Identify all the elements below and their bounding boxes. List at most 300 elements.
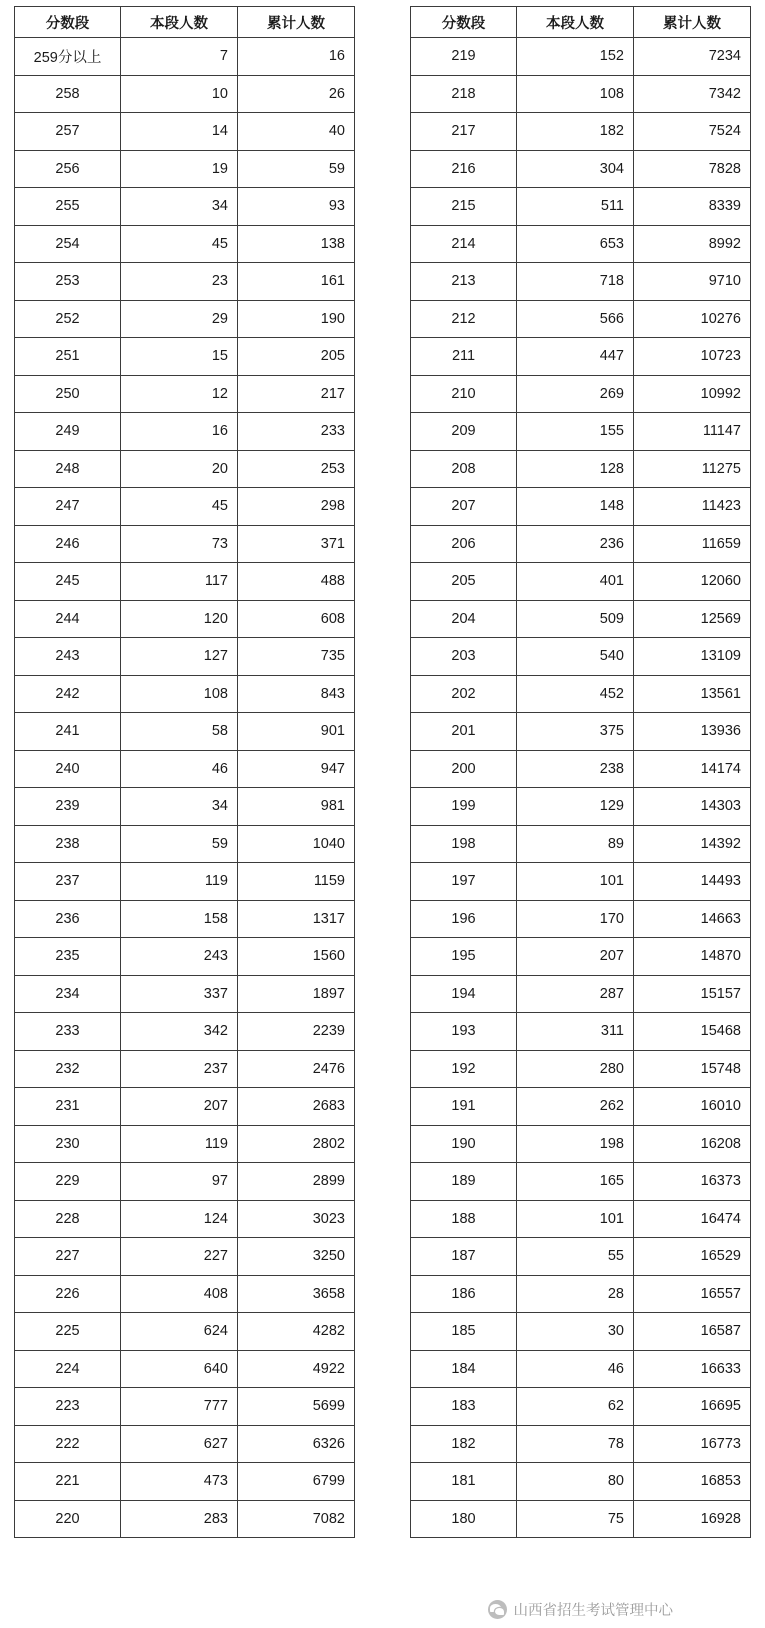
table-row xyxy=(15,1425,355,1463)
table-row xyxy=(15,900,355,938)
cell-cumulative-count: 13561 xyxy=(634,675,751,713)
table-row xyxy=(411,563,751,601)
cell-score-range: 219 xyxy=(411,38,517,76)
table-row xyxy=(411,1050,751,1088)
header-segment-count: 本段人数 xyxy=(121,7,238,38)
cell-score-range: 253 xyxy=(15,263,121,301)
table-row xyxy=(411,338,751,376)
cell-segment-count: 777 xyxy=(121,1388,238,1426)
table-row xyxy=(15,1013,355,1051)
cell-cumulative-count: 16928 xyxy=(634,1500,751,1538)
cell-score-range: 192 xyxy=(411,1050,517,1088)
cell-cumulative-count: 3250 xyxy=(238,1238,355,1276)
cell-score-range: 231 xyxy=(15,1088,121,1126)
cell-cumulative-count: 947 xyxy=(238,750,355,788)
cell-segment-count: 23 xyxy=(121,263,238,301)
cell-segment-count: 117 xyxy=(121,563,238,601)
table-row xyxy=(15,1388,355,1426)
table-row xyxy=(15,1313,355,1351)
table-row xyxy=(15,338,355,376)
table-row xyxy=(411,638,751,676)
table-row xyxy=(411,863,751,901)
cell-cumulative-count: 26 xyxy=(238,75,355,113)
table-row xyxy=(15,38,355,76)
cell-segment-count: 128 xyxy=(517,450,634,488)
cell-segment-count: 452 xyxy=(517,675,634,713)
cell-score-range: 257 xyxy=(15,113,121,151)
cell-segment-count: 19 xyxy=(121,150,238,188)
cell-score-range: 181 xyxy=(411,1463,517,1501)
cell-cumulative-count: 7524 xyxy=(634,113,751,151)
cell-score-range: 206 xyxy=(411,525,517,563)
cell-score-range: 191 xyxy=(411,1088,517,1126)
cell-score-range: 242 xyxy=(15,675,121,713)
cell-segment-count: 280 xyxy=(517,1050,634,1088)
cell-cumulative-count: 608 xyxy=(238,600,355,638)
cell-segment-count: 46 xyxy=(517,1350,634,1388)
cell-score-range: 213 xyxy=(411,263,517,301)
table-row xyxy=(411,1275,751,1313)
cell-cumulative-count: 138 xyxy=(238,225,355,263)
cell-cumulative-count: 298 xyxy=(238,488,355,526)
cell-score-range: 197 xyxy=(411,863,517,901)
cell-score-range: 183 xyxy=(411,1388,517,1426)
table-row xyxy=(15,188,355,226)
cell-score-range: 186 xyxy=(411,1275,517,1313)
table-row xyxy=(15,1275,355,1313)
table-row xyxy=(411,1088,751,1126)
table-row xyxy=(411,600,751,638)
table-row xyxy=(411,1425,751,1463)
table-row xyxy=(411,38,751,76)
cell-score-range: 251 xyxy=(15,338,121,376)
table-row xyxy=(15,225,355,263)
cell-cumulative-count: 7234 xyxy=(634,38,751,76)
cell-score-range: 226 xyxy=(15,1275,121,1313)
cell-segment-count: 58 xyxy=(121,713,238,751)
table-row xyxy=(411,300,751,338)
cell-cumulative-count: 7082 xyxy=(238,1500,355,1538)
cell-score-range: 241 xyxy=(15,713,121,751)
cell-cumulative-count: 16633 xyxy=(634,1350,751,1388)
cell-score-range: 228 xyxy=(15,1200,121,1238)
table-row xyxy=(411,1200,751,1238)
cell-segment-count: 101 xyxy=(517,1200,634,1238)
cell-segment-count: 45 xyxy=(121,225,238,263)
cell-cumulative-count: 16557 xyxy=(634,1275,751,1313)
cell-cumulative-count: 10992 xyxy=(634,375,751,413)
cell-cumulative-count: 10276 xyxy=(634,300,751,338)
cell-score-range: 239 xyxy=(15,788,121,826)
cell-cumulative-count: 59 xyxy=(238,150,355,188)
cell-cumulative-count: 40 xyxy=(238,113,355,151)
cell-segment-count: 304 xyxy=(517,150,634,188)
cell-segment-count: 718 xyxy=(517,263,634,301)
cell-segment-count: 62 xyxy=(517,1388,634,1426)
cell-score-range: 238 xyxy=(15,825,121,863)
table-header-row xyxy=(411,7,751,38)
table-row xyxy=(15,263,355,301)
cell-segment-count: 97 xyxy=(121,1163,238,1201)
footer xyxy=(0,1599,765,1620)
table-row xyxy=(411,750,751,788)
cell-score-range: 190 xyxy=(411,1125,517,1163)
cell-cumulative-count: 16773 xyxy=(634,1425,751,1463)
cell-score-range: 207 xyxy=(411,488,517,526)
cell-score-range: 180 xyxy=(411,1500,517,1538)
cell-score-range: 211 xyxy=(411,338,517,376)
wechat-account-name: 山西省招生考试管理中心 xyxy=(513,1603,673,1619)
table-row xyxy=(411,188,751,226)
header-cumulative-count: 累计人数 xyxy=(238,7,355,38)
table-row xyxy=(411,713,751,751)
cell-cumulative-count: 371 xyxy=(238,525,355,563)
cell-segment-count: 73 xyxy=(121,525,238,563)
cell-score-range: 246 xyxy=(15,525,121,563)
table-row xyxy=(15,1163,355,1201)
cell-score-range: 214 xyxy=(411,225,517,263)
cell-score-range: 222 xyxy=(15,1425,121,1463)
header-cumulative-count: 累计人数 xyxy=(634,7,751,38)
cell-cumulative-count: 16373 xyxy=(634,1163,751,1201)
table-row xyxy=(15,1350,355,1388)
table-row xyxy=(15,1238,355,1276)
cell-score-range: 182 xyxy=(411,1425,517,1463)
cell-cumulative-count: 190 xyxy=(238,300,355,338)
cell-segment-count: 152 xyxy=(517,38,634,76)
header-score-range: 分数段 xyxy=(411,7,517,38)
wechat-icon xyxy=(488,1600,507,1619)
cell-score-range: 193 xyxy=(411,1013,517,1051)
cell-cumulative-count: 901 xyxy=(238,713,355,751)
cell-cumulative-count: 205 xyxy=(238,338,355,376)
cell-score-range: 216 xyxy=(411,150,517,188)
score-table-left xyxy=(14,6,355,1538)
cell-score-range: 223 xyxy=(15,1388,121,1426)
cell-segment-count: 627 xyxy=(121,1425,238,1463)
cell-score-range: 236 xyxy=(15,900,121,938)
table-row xyxy=(15,488,355,526)
cell-segment-count: 237 xyxy=(121,1050,238,1088)
cell-segment-count: 55 xyxy=(517,1238,634,1276)
cell-segment-count: 566 xyxy=(517,300,634,338)
cell-segment-count: 170 xyxy=(517,900,634,938)
cell-score-range: 235 xyxy=(15,938,121,976)
table-row xyxy=(15,563,355,601)
cell-score-range: 212 xyxy=(411,300,517,338)
cell-segment-count: 283 xyxy=(121,1500,238,1538)
cell-cumulative-count: 843 xyxy=(238,675,355,713)
cell-score-range: 232 xyxy=(15,1050,121,1088)
cell-score-range: 244 xyxy=(15,600,121,638)
table-row xyxy=(411,938,751,976)
cell-score-range: 249 xyxy=(15,413,121,451)
table-row xyxy=(411,1388,751,1426)
cell-cumulative-count: 253 xyxy=(238,450,355,488)
cell-score-range: 225 xyxy=(15,1313,121,1351)
cell-segment-count: 14 xyxy=(121,113,238,151)
cell-score-range: 204 xyxy=(411,600,517,638)
cell-cumulative-count: 217 xyxy=(238,375,355,413)
cell-cumulative-count: 16853 xyxy=(634,1463,751,1501)
cell-cumulative-count: 14493 xyxy=(634,863,751,901)
table-row xyxy=(15,975,355,1013)
cell-score-range: 217 xyxy=(411,113,517,151)
cell-cumulative-count: 1560 xyxy=(238,938,355,976)
cell-cumulative-count: 1040 xyxy=(238,825,355,863)
table-row xyxy=(15,525,355,563)
cell-cumulative-count: 1897 xyxy=(238,975,355,1013)
cell-score-range: 221 xyxy=(15,1463,121,1501)
cell-segment-count: 511 xyxy=(517,188,634,226)
table-row xyxy=(15,675,355,713)
cell-cumulative-count: 13109 xyxy=(634,638,751,676)
cell-segment-count: 30 xyxy=(517,1313,634,1351)
table-row xyxy=(15,1050,355,1088)
cell-cumulative-count: 3023 xyxy=(238,1200,355,1238)
score-table-right xyxy=(410,6,751,1538)
cell-cumulative-count: 735 xyxy=(238,638,355,676)
table-row xyxy=(411,375,751,413)
cell-segment-count: 262 xyxy=(517,1088,634,1126)
cell-cumulative-count: 12060 xyxy=(634,563,751,601)
table-header-row xyxy=(15,7,355,38)
cell-segment-count: 509 xyxy=(517,600,634,638)
cell-segment-count: 120 xyxy=(121,600,238,638)
table-row xyxy=(15,1500,355,1538)
cell-segment-count: 15 xyxy=(121,338,238,376)
cell-score-range: 229 xyxy=(15,1163,121,1201)
cell-cumulative-count: 14303 xyxy=(634,788,751,826)
table-row xyxy=(15,1200,355,1238)
table-row xyxy=(411,675,751,713)
table-row xyxy=(411,1163,751,1201)
cell-segment-count: 238 xyxy=(517,750,634,788)
cell-segment-count: 182 xyxy=(517,113,634,151)
table-row xyxy=(411,75,751,113)
cell-cumulative-count: 3658 xyxy=(238,1275,355,1313)
cell-cumulative-count: 14663 xyxy=(634,900,751,938)
cell-cumulative-count: 1159 xyxy=(238,863,355,901)
cell-segment-count: 59 xyxy=(121,825,238,863)
cell-score-range: 240 xyxy=(15,750,121,788)
cell-segment-count: 540 xyxy=(517,638,634,676)
cell-score-range: 189 xyxy=(411,1163,517,1201)
table-row xyxy=(411,1125,751,1163)
cell-cumulative-count: 15157 xyxy=(634,975,751,1013)
cell-cumulative-count: 15468 xyxy=(634,1013,751,1051)
cell-score-range: 243 xyxy=(15,638,121,676)
cell-cumulative-count: 8992 xyxy=(634,225,751,263)
header-segment-count: 本段人数 xyxy=(517,7,634,38)
cell-score-range: 248 xyxy=(15,450,121,488)
cell-cumulative-count: 2239 xyxy=(238,1013,355,1051)
cell-score-range: 195 xyxy=(411,938,517,976)
table-row xyxy=(411,450,751,488)
cell-segment-count: 12 xyxy=(121,375,238,413)
cell-cumulative-count: 16010 xyxy=(634,1088,751,1126)
table-row xyxy=(411,413,751,451)
cell-cumulative-count: 16 xyxy=(238,38,355,76)
cell-segment-count: 46 xyxy=(121,750,238,788)
cell-score-range: 185 xyxy=(411,1313,517,1351)
cell-cumulative-count: 6326 xyxy=(238,1425,355,1463)
cell-segment-count: 243 xyxy=(121,938,238,976)
cell-segment-count: 165 xyxy=(517,1163,634,1201)
cell-score-range: 233 xyxy=(15,1013,121,1051)
cell-cumulative-count: 11423 xyxy=(634,488,751,526)
cell-score-range: 255 xyxy=(15,188,121,226)
table-row xyxy=(15,788,355,826)
cell-segment-count: 34 xyxy=(121,788,238,826)
cell-segment-count: 89 xyxy=(517,825,634,863)
table-row xyxy=(15,450,355,488)
table-row xyxy=(15,413,355,451)
cell-segment-count: 119 xyxy=(121,863,238,901)
cell-score-range: 209 xyxy=(411,413,517,451)
table-row xyxy=(411,263,751,301)
cell-cumulative-count: 16474 xyxy=(634,1200,751,1238)
cell-cumulative-count: 16695 xyxy=(634,1388,751,1426)
table-row xyxy=(411,1313,751,1351)
cell-score-range: 258 xyxy=(15,75,121,113)
cell-segment-count: 80 xyxy=(517,1463,634,1501)
table-row xyxy=(411,488,751,526)
cell-score-range: 184 xyxy=(411,1350,517,1388)
cell-score-range: 199 xyxy=(411,788,517,826)
cell-segment-count: 78 xyxy=(517,1425,634,1463)
cell-segment-count: 16 xyxy=(121,413,238,451)
table-body-right xyxy=(411,38,751,1538)
cell-score-range: 201 xyxy=(411,713,517,751)
cell-score-range: 196 xyxy=(411,900,517,938)
table-row xyxy=(411,525,751,563)
cell-score-range: 220 xyxy=(15,1500,121,1538)
cell-segment-count: 10 xyxy=(121,75,238,113)
cell-segment-count: 408 xyxy=(121,1275,238,1313)
cell-score-range: 234 xyxy=(15,975,121,1013)
table-row xyxy=(411,1350,751,1388)
table-row xyxy=(411,788,751,826)
table-row xyxy=(411,1238,751,1276)
cell-segment-count: 375 xyxy=(517,713,634,751)
cell-cumulative-count: 488 xyxy=(238,563,355,601)
table-row xyxy=(411,225,751,263)
cell-cumulative-count: 4922 xyxy=(238,1350,355,1388)
cell-score-range: 237 xyxy=(15,863,121,901)
cell-cumulative-count: 2802 xyxy=(238,1125,355,1163)
table-row xyxy=(15,1088,355,1126)
cell-cumulative-count: 13936 xyxy=(634,713,751,751)
cell-cumulative-count: 1317 xyxy=(238,900,355,938)
cell-cumulative-count: 11275 xyxy=(634,450,751,488)
cell-cumulative-count: 12569 xyxy=(634,600,751,638)
cell-cumulative-count: 14870 xyxy=(634,938,751,976)
table-row xyxy=(15,113,355,151)
cell-segment-count: 401 xyxy=(517,563,634,601)
cell-segment-count: 108 xyxy=(121,675,238,713)
cell-segment-count: 227 xyxy=(121,1238,238,1276)
cell-segment-count: 473 xyxy=(121,1463,238,1501)
cell-score-range: 259分以上 xyxy=(15,38,121,76)
cell-score-range: 215 xyxy=(411,188,517,226)
table-row xyxy=(411,1500,751,1538)
cell-segment-count: 311 xyxy=(517,1013,634,1051)
table-row xyxy=(411,900,751,938)
table-row xyxy=(15,1463,355,1501)
cell-cumulative-count: 2683 xyxy=(238,1088,355,1126)
cell-segment-count: 236 xyxy=(517,525,634,563)
wechat-account-badge xyxy=(488,1599,674,1620)
cell-segment-count: 269 xyxy=(517,375,634,413)
cell-score-range: 250 xyxy=(15,375,121,413)
cell-segment-count: 624 xyxy=(121,1313,238,1351)
cell-cumulative-count: 15748 xyxy=(634,1050,751,1088)
cell-score-range: 205 xyxy=(411,563,517,601)
cell-segment-count: 207 xyxy=(517,938,634,976)
cell-cumulative-count: 233 xyxy=(238,413,355,451)
cell-segment-count: 198 xyxy=(517,1125,634,1163)
cell-cumulative-count: 7828 xyxy=(634,150,751,188)
cell-score-range: 230 xyxy=(15,1125,121,1163)
cell-score-range: 188 xyxy=(411,1200,517,1238)
cell-score-range: 198 xyxy=(411,825,517,863)
cell-segment-count: 337 xyxy=(121,975,238,1013)
cell-segment-count: 653 xyxy=(517,225,634,263)
table-row xyxy=(15,375,355,413)
cell-cumulative-count: 16208 xyxy=(634,1125,751,1163)
cell-segment-count: 127 xyxy=(121,638,238,676)
table-row xyxy=(15,150,355,188)
table-row xyxy=(15,600,355,638)
cell-segment-count: 155 xyxy=(517,413,634,451)
cell-cumulative-count: 5699 xyxy=(238,1388,355,1426)
cell-score-range: 208 xyxy=(411,450,517,488)
cell-cumulative-count: 14392 xyxy=(634,825,751,863)
table-row xyxy=(15,938,355,976)
cell-score-range: 245 xyxy=(15,563,121,601)
cell-segment-count: 45 xyxy=(121,488,238,526)
cell-cumulative-count: 9710 xyxy=(634,263,751,301)
cell-cumulative-count: 2476 xyxy=(238,1050,355,1088)
cell-cumulative-count: 161 xyxy=(238,263,355,301)
cell-score-range: 202 xyxy=(411,675,517,713)
cell-segment-count: 108 xyxy=(517,75,634,113)
cell-cumulative-count: 4282 xyxy=(238,1313,355,1351)
cell-score-range: 224 xyxy=(15,1350,121,1388)
cell-segment-count: 129 xyxy=(517,788,634,826)
cell-segment-count: 124 xyxy=(121,1200,238,1238)
cell-segment-count: 640 xyxy=(121,1350,238,1388)
cell-score-range: 252 xyxy=(15,300,121,338)
cell-segment-count: 342 xyxy=(121,1013,238,1051)
cell-cumulative-count: 16529 xyxy=(634,1238,751,1276)
cell-segment-count: 75 xyxy=(517,1500,634,1538)
cell-score-range: 187 xyxy=(411,1238,517,1276)
cell-cumulative-count: 14174 xyxy=(634,750,751,788)
cell-segment-count: 34 xyxy=(121,188,238,226)
table-row xyxy=(15,863,355,901)
cell-score-range: 227 xyxy=(15,1238,121,1276)
cell-segment-count: 447 xyxy=(517,338,634,376)
cell-cumulative-count: 93 xyxy=(238,188,355,226)
cell-cumulative-count: 6799 xyxy=(238,1463,355,1501)
cell-segment-count: 119 xyxy=(121,1125,238,1163)
cell-score-range: 247 xyxy=(15,488,121,526)
table-row xyxy=(411,150,751,188)
cell-score-range: 218 xyxy=(411,75,517,113)
table-row xyxy=(15,713,355,751)
